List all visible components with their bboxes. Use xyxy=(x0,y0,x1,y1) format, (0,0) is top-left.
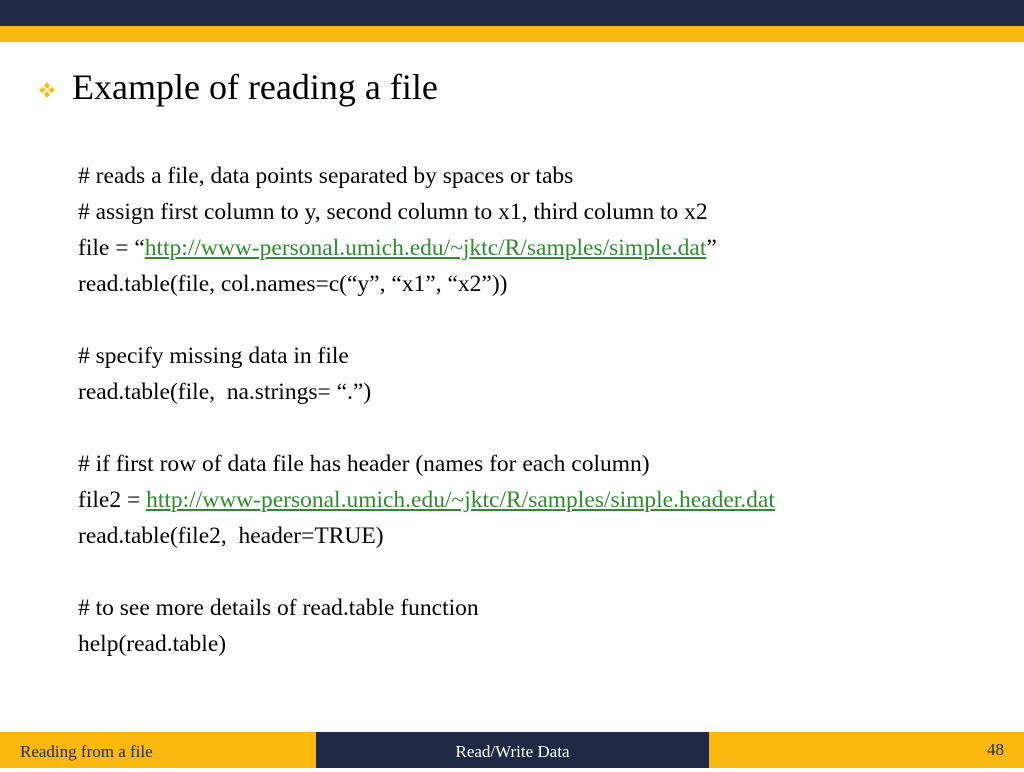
slide-title-row xyxy=(38,62,438,112)
footer-right-section xyxy=(709,732,1024,768)
simple-header-dat-link[interactable]: http://www-personal.umich.edu/~jktc/R/samples/simple.header.dat xyxy=(146,487,775,513)
code-line: # if first row of data file has header (names for each column) xyxy=(78,451,650,477)
code-line-file2-url xyxy=(78,482,998,518)
page-number: 48 xyxy=(987,740,1004,759)
code-line: # to see more details of read.table function xyxy=(78,595,479,621)
diamond-bullet-icon xyxy=(38,81,56,99)
code-line: # assign first column to y, second column to x1, third column to x2 xyxy=(78,199,708,225)
simple-dat-link[interactable]: http://www-personal.umich.edu/~jktc/R/samples/simple.dat xyxy=(144,235,707,261)
footer-center-section xyxy=(316,732,709,768)
footer-deck-title: Read/Write Data xyxy=(455,742,570,761)
code-line: read.table(file, na.strings= “.”) xyxy=(78,379,372,405)
slide-title: Example of reading a file xyxy=(72,67,438,107)
code-line-file-url xyxy=(78,230,998,266)
code-text: ” xyxy=(706,235,717,261)
header-stripe xyxy=(0,26,1024,42)
code-line: read.table(file, col.names=c(“y”, “x1”, “x2”)) xyxy=(78,271,508,297)
header-band xyxy=(0,0,1024,26)
code-block xyxy=(78,158,998,662)
code-line: help(read.table) xyxy=(78,631,227,657)
blank-line xyxy=(78,410,998,446)
blank-line xyxy=(78,302,998,338)
footer-left-section xyxy=(0,732,316,768)
code-text: file = “ xyxy=(78,235,145,261)
footer-section-title: Reading from a file xyxy=(20,742,153,761)
blank-line xyxy=(78,554,998,590)
code-line: read.table(file2, header=TRUE) xyxy=(78,523,384,549)
code-text: file2 = xyxy=(78,487,147,513)
code-line: # reads a file, data points separated by spaces or tabs xyxy=(78,163,574,189)
code-line: # specify missing data in file xyxy=(78,343,349,369)
